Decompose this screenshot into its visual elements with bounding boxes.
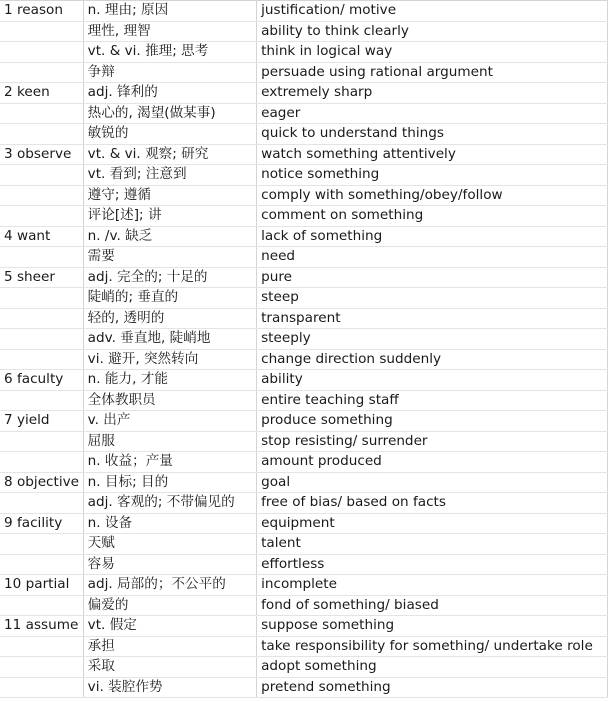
chinese-meaning-cell[interactable]: 评论[述]; 讲	[83, 206, 256, 227]
table-row	[0, 636, 608, 657]
word-cell[interactable]	[0, 206, 83, 227]
table-row	[0, 329, 608, 350]
table-row	[0, 534, 608, 555]
chinese-meaning-cell[interactable]: adv. 垂直地, 陡峭地	[83, 329, 256, 350]
english-meaning-cell[interactable]: steep	[257, 288, 608, 309]
table-row	[0, 677, 608, 698]
table-row	[0, 513, 608, 534]
word-cell[interactable]: 2 keen	[0, 83, 83, 104]
english-meaning-cell[interactable]: comply with something/obey/follow	[257, 185, 608, 206]
table-row	[0, 431, 608, 452]
word-cell[interactable]: 1 reason	[0, 1, 83, 22]
chinese-meaning-cell[interactable]: vi. 避开, 突然转向	[83, 349, 256, 370]
word-cell[interactable]	[0, 452, 83, 473]
english-meaning-cell[interactable]: produce something	[257, 411, 608, 432]
table-row	[0, 472, 608, 493]
english-meaning-cell[interactable]: effortless	[257, 554, 608, 575]
english-meaning-cell[interactable]: change direction suddenly	[257, 349, 608, 370]
word-cell[interactable]	[0, 124, 83, 145]
word-cell[interactable]: 10 partial	[0, 575, 83, 596]
english-meaning-cell[interactable]: suppose something	[257, 616, 608, 637]
word-cell[interactable]: 9 facility	[0, 513, 83, 534]
word-cell[interactable]	[0, 390, 83, 411]
chinese-meaning-cell[interactable]: n. 收益；产量	[83, 452, 256, 473]
word-cell[interactable]	[0, 677, 83, 698]
english-meaning-cell[interactable]: quick to understand things	[257, 124, 608, 145]
chinese-meaning-cell[interactable]: v. 出产	[83, 411, 256, 432]
word-cell[interactable]	[0, 431, 83, 452]
word-cell[interactable]	[0, 657, 83, 678]
chinese-meaning-cell[interactable]: adj. 完全的; 十足的	[83, 267, 256, 288]
table-row	[0, 206, 608, 227]
table-row	[0, 554, 608, 575]
english-meaning-cell[interactable]: incomplete	[257, 575, 608, 596]
chinese-meaning-cell[interactable]: 理性, 理智	[83, 21, 256, 42]
table-row	[0, 390, 608, 411]
english-meaning-cell[interactable]: justification/ motive	[257, 1, 608, 22]
english-meaning-cell[interactable]: entire teaching staff	[257, 390, 608, 411]
table-row	[0, 288, 608, 309]
table-row	[0, 165, 608, 186]
english-meaning-cell[interactable]: lack of something	[257, 226, 608, 247]
table-row	[0, 616, 608, 637]
table-row	[0, 62, 608, 83]
word-cell[interactable]	[0, 165, 83, 186]
chinese-meaning-cell[interactable]: 容易	[83, 554, 256, 575]
word-cell[interactable]	[0, 349, 83, 370]
chinese-meaning-cell[interactable]: 天赋	[83, 534, 256, 555]
english-meaning-cell[interactable]: eager	[257, 103, 608, 124]
table-row	[0, 575, 608, 596]
chinese-meaning-cell[interactable]: 陡峭的; 垂直的	[83, 288, 256, 309]
chinese-meaning-cell[interactable]: 偏爱的	[83, 595, 256, 616]
english-meaning-cell[interactable]: transparent	[257, 308, 608, 329]
word-cell[interactable]	[0, 329, 83, 350]
english-meaning-cell[interactable]: ability	[257, 370, 608, 391]
english-meaning-cell[interactable]: comment on something	[257, 206, 608, 227]
table-row	[0, 595, 608, 616]
word-cell[interactable]	[0, 288, 83, 309]
word-cell[interactable]	[0, 636, 83, 657]
english-meaning-cell[interactable]: fond of something/ biased	[257, 595, 608, 616]
chinese-meaning-cell[interactable]: 遵守; 遵循	[83, 185, 256, 206]
english-meaning-cell[interactable]: take responsibility for something/ undertake role	[257, 636, 608, 657]
english-meaning-cell[interactable]: pure	[257, 267, 608, 288]
chinese-meaning-cell[interactable]: 轻的, 透明的	[83, 308, 256, 329]
word-cell[interactable]: 7 yield	[0, 411, 83, 432]
english-meaning-cell[interactable]: ability to think clearly	[257, 21, 608, 42]
word-cell[interactable]: 4 want	[0, 226, 83, 247]
table-row	[0, 370, 608, 391]
table-row	[0, 493, 608, 514]
english-meaning-cell[interactable]: notice something	[257, 165, 608, 186]
table-row	[0, 83, 608, 104]
word-cell[interactable]: 8 objective	[0, 472, 83, 493]
english-meaning-cell[interactable]: adopt something	[257, 657, 608, 678]
chinese-meaning-cell[interactable]: 承担	[83, 636, 256, 657]
word-cell[interactable]	[0, 185, 83, 206]
english-meaning-cell[interactable]: stop resisting/ surrender	[257, 431, 608, 452]
word-cell[interactable]	[0, 595, 83, 616]
table-row	[0, 42, 608, 63]
english-meaning-cell[interactable]: extremely sharp	[257, 83, 608, 104]
table-row	[0, 103, 608, 124]
table-row	[0, 267, 608, 288]
chinese-meaning-cell[interactable]: adj. 锋利的	[83, 83, 256, 104]
chinese-meaning-cell[interactable]: n. 能力, 才能	[83, 370, 256, 391]
chinese-meaning-cell[interactable]: n. 设备	[83, 513, 256, 534]
table-row	[0, 226, 608, 247]
table-row	[0, 185, 608, 206]
table-row	[0, 1, 608, 22]
english-meaning-cell[interactable]: think in logical way	[257, 42, 608, 63]
word-cell[interactable]	[0, 493, 83, 514]
word-cell[interactable]: 11 assume	[0, 616, 83, 637]
chinese-meaning-cell[interactable]: n. /v. 缺乏	[83, 226, 256, 247]
word-cell[interactable]: 6 faculty	[0, 370, 83, 391]
word-cell[interactable]	[0, 103, 83, 124]
english-meaning-cell[interactable]: steeply	[257, 329, 608, 350]
table-row	[0, 349, 608, 370]
word-cell[interactable]	[0, 62, 83, 83]
word-cell[interactable]	[0, 247, 83, 268]
chinese-meaning-cell[interactable]: 争辩	[83, 62, 256, 83]
table-row	[0, 308, 608, 329]
table-row	[0, 247, 608, 268]
chinese-meaning-cell[interactable]: 敏锐的	[83, 124, 256, 145]
word-cell[interactable]: 5 sheer	[0, 267, 83, 288]
chinese-meaning-cell[interactable]: adj. 客观的; 不带偏见的	[83, 493, 256, 514]
table-row	[0, 21, 608, 42]
chinese-meaning-cell[interactable]: vt. 假定	[83, 616, 256, 637]
chinese-meaning-cell[interactable]: vi. 装腔作势	[83, 677, 256, 698]
english-meaning-cell[interactable]: goal	[257, 472, 608, 493]
word-cell[interactable]	[0, 21, 83, 42]
table-row	[0, 411, 608, 432]
table-row	[0, 144, 608, 165]
chinese-meaning-cell[interactable]: 采取	[83, 657, 256, 678]
table-row	[0, 124, 608, 145]
english-meaning-cell[interactable]: amount produced	[257, 452, 608, 473]
english-meaning-cell[interactable]: equipment	[257, 513, 608, 534]
english-meaning-cell[interactable]: free of bias/ based on facts	[257, 493, 608, 514]
word-cell[interactable]	[0, 554, 83, 575]
chinese-meaning-cell[interactable]: 屈服	[83, 431, 256, 452]
english-meaning-cell[interactable]: watch something attentively	[257, 144, 608, 165]
table-row	[0, 452, 608, 473]
chinese-meaning-cell[interactable]: n. 理由; 原因	[83, 1, 256, 22]
english-meaning-cell[interactable]: persuade using rational argument	[257, 62, 608, 83]
vocabulary-table-body	[0, 1, 608, 698]
word-cell[interactable]	[0, 308, 83, 329]
chinese-meaning-cell[interactable]: adj. 局部的；不公平的	[83, 575, 256, 596]
english-meaning-cell[interactable]: talent	[257, 534, 608, 555]
word-cell[interactable]	[0, 534, 83, 555]
chinese-meaning-cell[interactable]: 热心的, 渴望(做某事)	[83, 103, 256, 124]
english-meaning-cell[interactable]: need	[257, 247, 608, 268]
chinese-meaning-cell[interactable]: 需要	[83, 247, 256, 268]
chinese-meaning-cell[interactable]: vt. 看到; 注意到	[83, 165, 256, 186]
chinese-meaning-cell[interactable]: vt. & vi. 观察; 研究	[83, 144, 256, 165]
english-meaning-cell[interactable]: pretend something	[257, 677, 608, 698]
word-cell[interactable]: 3 observe	[0, 144, 83, 165]
chinese-meaning-cell[interactable]: 全体教职员	[83, 390, 256, 411]
word-cell[interactable]	[0, 42, 83, 63]
table-row	[0, 657, 608, 678]
chinese-meaning-cell[interactable]: vt. & vi. 推理; 思考	[83, 42, 256, 63]
chinese-meaning-cell[interactable]: n. 目标; 目的	[83, 472, 256, 493]
